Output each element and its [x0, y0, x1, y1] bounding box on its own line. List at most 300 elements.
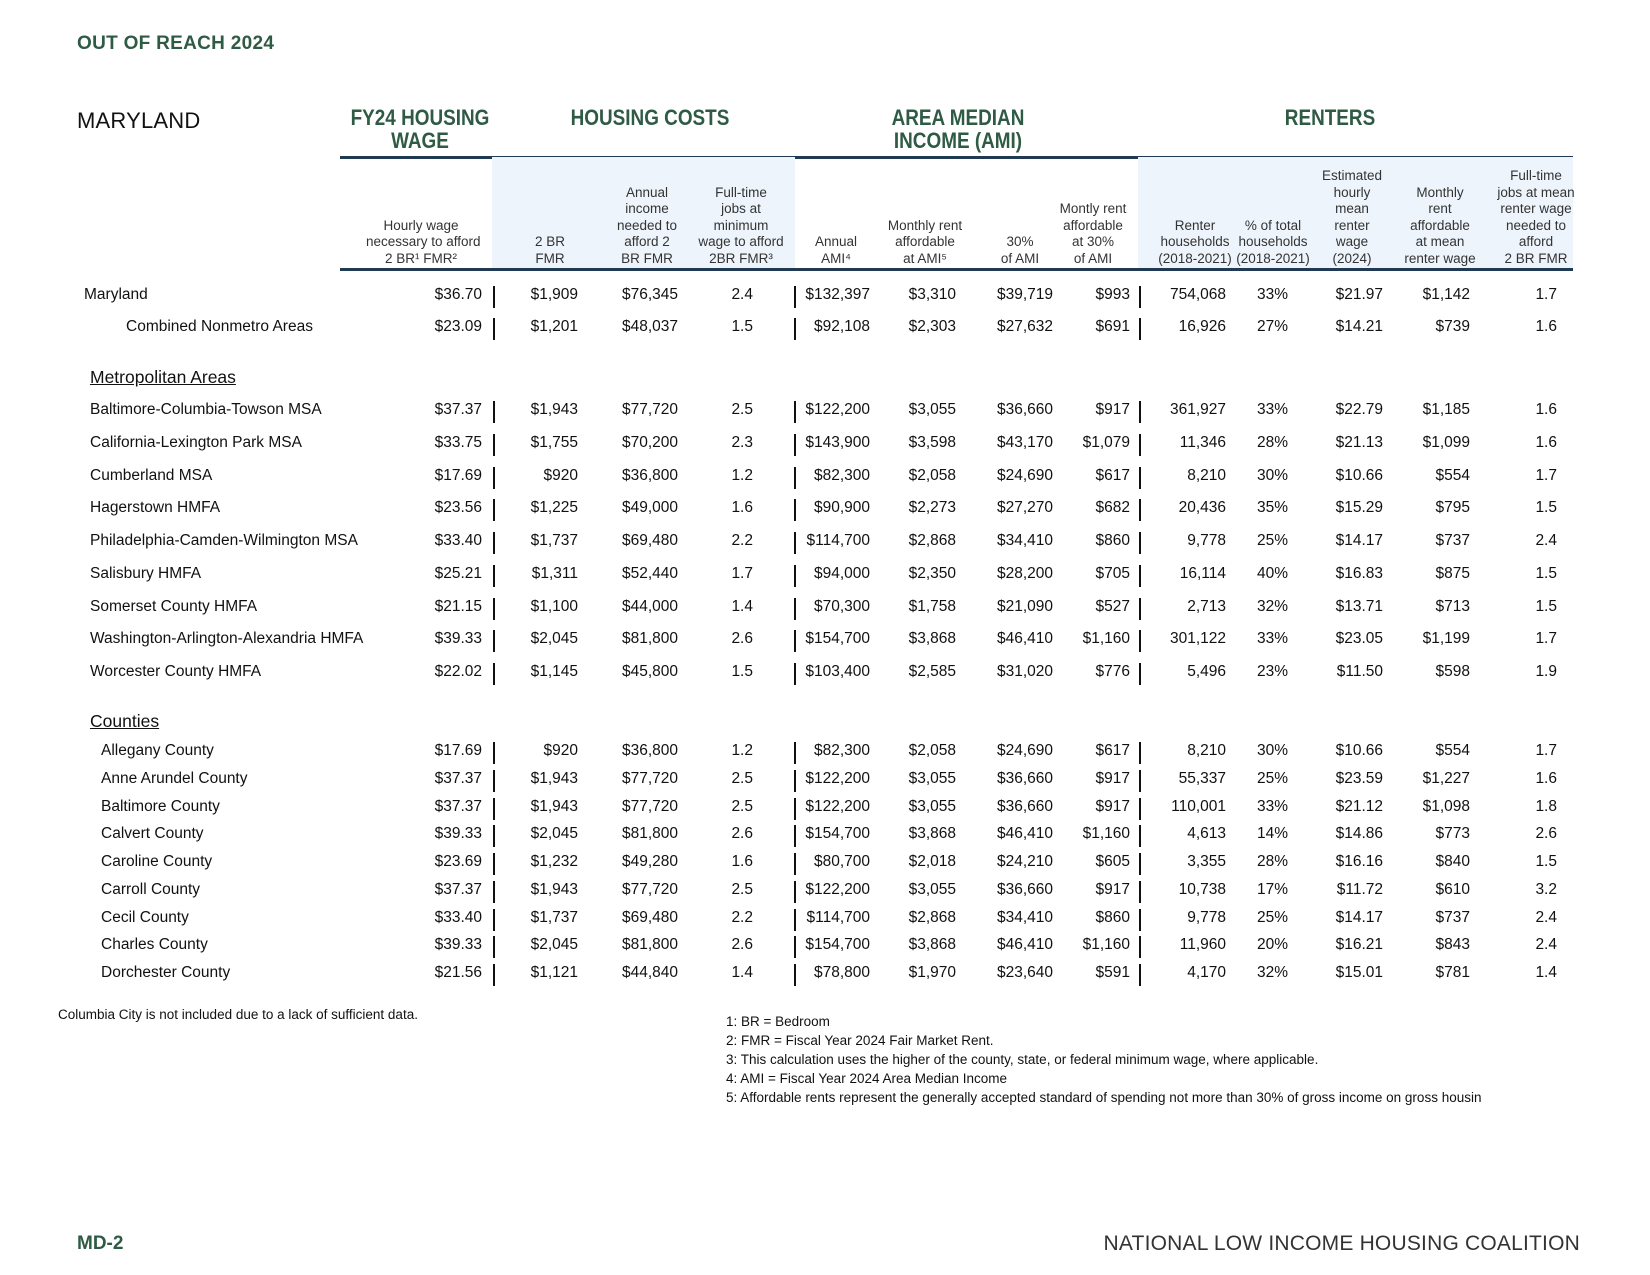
cell-value: 9,778 [1187, 532, 1226, 549]
column-header-line: needed to [1505, 217, 1567, 233]
cell-value: 1.5 [731, 663, 753, 680]
cell-value: 4,170 [1187, 964, 1226, 981]
footnote: 1: BR = Bedroom [726, 1014, 830, 1029]
cell-value: $154,700 [805, 936, 870, 953]
cell-value: 32% [1256, 598, 1288, 615]
cell-value: 25% [1256, 770, 1288, 787]
footnotes [726, 1012, 1481, 1107]
cell-value: $122,200 [805, 401, 870, 418]
column-header-line: Full-time [715, 184, 767, 200]
data-note: Columbia City is not included due to a lack of sufficient data. [58, 1007, 418, 1022]
organization-name: NATIONAL LOW INCOME HOUSING COALITION [1103, 1232, 1580, 1255]
column-header-line: Hourly wage [383, 217, 459, 233]
cell-value: $917 [1095, 401, 1130, 418]
cell-value: 25% [1256, 532, 1288, 549]
cell-value: $2,868 [908, 909, 956, 926]
column-header-line: minimum [713, 217, 769, 233]
cell-value: $94,000 [813, 565, 870, 582]
cell-value: $22.02 [434, 663, 482, 680]
cell-value: $1,737 [530, 909, 578, 926]
cell-value: 4,613 [1187, 825, 1226, 842]
cell-value: $33.75 [434, 434, 482, 451]
cell-value: 1.2 [731, 742, 753, 759]
cell-value: $48,037 [621, 318, 678, 335]
cell-value: $920 [543, 467, 578, 484]
group-housing-costs-label: HOUSING COSTS [570, 105, 730, 130]
cell-value: $739 [1435, 318, 1470, 335]
cell-value: 1.5 [731, 318, 753, 335]
cell-value: 361,927 [1169, 401, 1226, 418]
column-header-line: affordable [895, 234, 955, 249]
column-separator [493, 565, 495, 587]
cell-value: $17.69 [434, 467, 482, 484]
cell-value: $3,055 [908, 881, 956, 898]
cell-value: 2.4 [1535, 532, 1557, 549]
cell-value: 11,346 [1179, 434, 1226, 451]
group-housing-wage-line2: WAGE [391, 128, 449, 153]
cell-value: $122,200 [805, 770, 870, 787]
row-label: Washington-Arlington-Alexandria HMFA [90, 630, 364, 647]
cell-value: $114,700 [806, 532, 870, 549]
column-separator [1139, 598, 1141, 620]
table-row [0, 499, 1650, 523]
cell-value: 17% [1256, 881, 1288, 898]
cell-value: $37.37 [434, 798, 482, 815]
column-header-line: Renter [1174, 217, 1216, 233]
column-separator [794, 936, 796, 958]
column-separator [493, 434, 495, 456]
cell-value: $3,310 [908, 286, 956, 303]
cell-value: $1,185 [1422, 401, 1470, 418]
cell-value: 2.2 [731, 532, 753, 549]
cell-value: 1.5 [1535, 565, 1557, 582]
cell-value: 20% [1256, 936, 1288, 953]
column-header-line: renter [1334, 217, 1370, 233]
cell-value: $917 [1095, 881, 1130, 898]
cell-value: 1.9 [1535, 663, 1557, 680]
cell-value: $36,660 [996, 770, 1053, 787]
cell-value: $610 [1435, 881, 1470, 898]
column-header-line: Annual [625, 184, 669, 200]
row-label: California-Lexington Park MSA [90, 434, 302, 451]
state-name: MARYLAND [77, 108, 201, 133]
cell-value: 1.4 [731, 598, 753, 615]
cell-value: $24,690 [996, 467, 1053, 484]
cell-value: $23.05 [1335, 630, 1383, 647]
cell-value: 1.6 [1535, 318, 1557, 335]
column-separator [1139, 663, 1141, 685]
cell-value: $993 [1095, 286, 1130, 303]
column-separator [794, 663, 796, 685]
column-separator [1139, 881, 1141, 903]
cell-value: $36,660 [996, 881, 1053, 898]
cell-value: $44,000 [621, 598, 678, 615]
column-header [686, 185, 796, 268]
row-label: Calvert County [101, 825, 204, 842]
row-label: Worcester County HMFA [90, 663, 262, 680]
cell-value: 1.5 [1535, 853, 1557, 870]
cell-value: $82,300 [813, 467, 870, 484]
row-label: Charles County [101, 936, 208, 953]
cell-value: $39.33 [434, 825, 482, 842]
cell-value: $2,045 [530, 630, 578, 647]
cell-value: $154,700 [805, 825, 870, 842]
cell-value: 35% [1256, 499, 1288, 516]
cell-value: $77,720 [621, 401, 678, 418]
cell-value: $39.33 [434, 936, 482, 953]
cell-value: $154,700 [805, 630, 870, 647]
cell-value: 1.6 [731, 853, 753, 870]
cell-value: $76,345 [621, 286, 678, 303]
cell-value: $1,160 [1082, 936, 1130, 953]
column-header-line: Monthly rent [887, 217, 963, 233]
cell-value: 1.2 [731, 467, 753, 484]
group-housing-wage-line1: FY24 HOUSING [350, 105, 490, 130]
cell-value: $77,720 [621, 881, 678, 898]
cell-value: 2.3 [731, 434, 753, 451]
column-header-line: (2024) [1332, 250, 1372, 266]
cell-value: $81,800 [621, 825, 678, 842]
cell-value: $52,440 [621, 565, 678, 582]
cell-value: $1,121 [530, 964, 578, 981]
column-header-line: at AMI⁵ [903, 250, 947, 266]
column-separator [794, 909, 796, 931]
cell-value: $21.12 [1335, 798, 1383, 815]
cell-value: 2.5 [731, 798, 753, 815]
column-separator [794, 798, 796, 820]
cell-value: $81,800 [621, 936, 678, 953]
cell-value: $70,300 [813, 598, 870, 615]
column-header-line: jobs at [721, 201, 761, 216]
cell-value: 9,778 [1187, 909, 1226, 926]
cell-value: $1,232 [530, 853, 578, 870]
cell-value: $34,410 [996, 532, 1053, 549]
column-header-line: 30% [1006, 234, 1034, 249]
footnote: 5: Affordable rents represent the generally accepted standard of spending not more than 30% of gross income on gross housin [726, 1090, 1482, 1105]
column-separator [493, 798, 495, 820]
column-separator [794, 532, 796, 554]
column-separator [493, 936, 495, 958]
cell-value: $14.17 [1335, 909, 1383, 926]
group-housing-wage [343, 106, 498, 152]
cell-value: $39.33 [434, 630, 482, 647]
cell-value: $43,170 [996, 434, 1053, 451]
cell-value: $917 [1095, 770, 1130, 787]
cell-value: $1,199 [1422, 630, 1470, 647]
column-separator [794, 881, 796, 903]
table-row [0, 742, 1650, 766]
cell-value: $49,000 [621, 499, 678, 516]
row-label: Somerset County HMFA [90, 598, 258, 615]
column-separator [1139, 798, 1141, 820]
cell-value: $1,099 [1422, 434, 1470, 451]
cell-value: 2.6 [731, 630, 753, 647]
cell-value: $37.37 [434, 770, 482, 787]
column-header-line: at mean [1415, 234, 1465, 249]
column-header-line: necessary to afford [366, 234, 481, 249]
table-row [0, 598, 1650, 622]
cell-value: $46,410 [996, 630, 1053, 647]
cell-value: 20,436 [1178, 499, 1226, 516]
cell-value: $598 [1435, 663, 1470, 680]
cell-value: 1.6 [1535, 401, 1557, 418]
column-separator [493, 964, 495, 986]
cell-value: $23.59 [1335, 770, 1383, 787]
cell-value: $15.29 [1335, 499, 1383, 516]
column-header-line: jobs at mean [1497, 184, 1575, 200]
group-renters-label: RENTERS [1284, 105, 1376, 130]
table-row [0, 532, 1650, 556]
cell-value: 25% [1256, 909, 1288, 926]
cell-value: 1.8 [1535, 798, 1557, 815]
cell-value: $36.70 [434, 286, 482, 303]
column-separator [1139, 770, 1141, 792]
column-header-line: households [1160, 234, 1230, 249]
cell-value: $3,598 [908, 434, 956, 451]
group-ami-line1: AREA MEDIAN [891, 105, 1025, 130]
cell-value: $1,909 [530, 286, 578, 303]
cell-value: $77,720 [621, 798, 678, 815]
column-header-line: affordable [1063, 217, 1123, 233]
cell-value: 27% [1256, 318, 1288, 335]
cell-value: $15.01 [1335, 964, 1383, 981]
cell-value: 33% [1256, 401, 1288, 418]
column-header-line: (2018-2021) [1158, 250, 1232, 266]
cell-value: $3,868 [908, 936, 956, 953]
column-separator [493, 742, 495, 764]
cell-value: $2,868 [908, 532, 956, 549]
cell-value: $10.66 [1335, 742, 1383, 759]
column-separator [1139, 286, 1141, 308]
cell-value: $122,200 [805, 798, 870, 815]
cell-value: $69,480 [621, 532, 678, 549]
cell-value: $2,018 [908, 853, 956, 870]
column-separator [794, 499, 796, 521]
row-label: Caroline County [101, 853, 213, 870]
cell-value: 2.5 [731, 881, 753, 898]
cell-value: $840 [1435, 853, 1470, 870]
cell-value: $143,900 [805, 434, 870, 451]
row-label: Salisbury HMFA [90, 565, 202, 582]
cell-value: $1,758 [908, 598, 956, 615]
table-row [0, 825, 1650, 849]
column-header-line: hourly [1333, 184, 1371, 200]
column-separator [794, 434, 796, 456]
cell-value: $3,868 [908, 825, 956, 842]
cell-value: 40% [1256, 565, 1288, 582]
cell-value: $34,410 [996, 909, 1053, 926]
column-separator [493, 770, 495, 792]
column-separator [493, 630, 495, 652]
column-header-line: AMI⁴ [821, 250, 851, 266]
cell-value: 8,210 [1187, 467, 1226, 484]
column-separator [1139, 630, 1141, 652]
cell-value: $1,225 [530, 499, 578, 516]
column-header [1385, 185, 1495, 268]
column-separator [1139, 499, 1141, 521]
column-header-line: income [625, 201, 669, 216]
column-header-line: afford 2 [624, 234, 670, 249]
cell-value: $617 [1095, 742, 1130, 759]
column-header-line: of AMI [1073, 250, 1113, 266]
column-header [366, 217, 481, 268]
column-separator [1139, 318, 1141, 340]
column-header-line: renter wage [1404, 250, 1476, 266]
cell-value: 1.6 [1535, 434, 1557, 451]
column-separator [794, 318, 796, 340]
cell-value: $37.37 [434, 881, 482, 898]
cell-value: $1,943 [530, 401, 578, 418]
row-label: Cecil County [101, 909, 189, 926]
row-label: Dorchester County [101, 964, 231, 981]
column-header-line: Annual [814, 234, 858, 249]
cell-value: $554 [1435, 742, 1470, 759]
cell-value: 1.7 [1535, 286, 1557, 303]
group-ami [872, 106, 1044, 152]
column-header-line: Monthly [1416, 184, 1464, 200]
cell-value: $1,142 [1422, 286, 1470, 303]
cell-value: $691 [1095, 318, 1130, 335]
table-row [0, 964, 1650, 988]
column-separator [794, 565, 796, 587]
cell-value: $23.09 [434, 318, 482, 335]
cell-value: 1.6 [731, 499, 753, 516]
cell-value: 2.4 [1535, 909, 1557, 926]
cell-value: $21.97 [1335, 286, 1383, 303]
cell-value: $49,280 [621, 853, 678, 870]
cell-value: $11.72 [1336, 881, 1383, 898]
cell-value: $33.40 [434, 532, 482, 549]
cell-value: $843 [1435, 936, 1470, 953]
cell-value: 16,926 [1178, 318, 1226, 335]
cell-value: $3,055 [908, 798, 956, 815]
column-header-line: 2 BR [534, 234, 565, 249]
cell-value: 1.7 [1535, 742, 1557, 759]
cell-value: $1,160 [1082, 630, 1130, 647]
footnote: 3: This calculation uses the higher of the county, state, or federal minimum wage, where applicable. [726, 1052, 1319, 1067]
cell-value: 1.4 [731, 964, 753, 981]
column-separator [493, 401, 495, 423]
cell-value: $36,800 [621, 467, 678, 484]
column-separator [493, 853, 495, 875]
cell-value: $1,227 [1422, 770, 1470, 787]
footnote: 4: AMI = Fiscal Year 2024 Area Median Income [726, 1071, 1008, 1086]
table-row [0, 798, 1650, 822]
cell-value: 2.5 [731, 401, 753, 418]
cell-value: $1,943 [530, 770, 578, 787]
report-title: OUT OF REACH 2024 [77, 33, 275, 54]
cell-value: 30% [1256, 467, 1288, 484]
table-row [0, 434, 1650, 458]
column-header-line: households [1238, 234, 1308, 249]
column-header [1038, 201, 1148, 267]
cell-value: $23.56 [434, 499, 482, 516]
cell-value: $44,840 [621, 964, 678, 981]
cell-value: $617 [1095, 467, 1130, 484]
cell-value: $2,045 [530, 936, 578, 953]
cell-value: 2.6 [731, 825, 753, 842]
cell-value: $1,970 [908, 964, 956, 981]
column-header-line: rent [1428, 201, 1452, 216]
cell-value: 2.4 [731, 286, 753, 303]
cell-value: 1.5 [1535, 499, 1557, 516]
table-row [0, 565, 1650, 589]
column-separator [1139, 964, 1141, 986]
cell-value: $781 [1435, 964, 1470, 981]
section-heading-counties: Counties [90, 711, 160, 731]
column-header-line: renter wage [1500, 201, 1572, 216]
cell-value: 2.6 [731, 936, 753, 953]
cell-value: $122,200 [805, 881, 870, 898]
cell-value: $860 [1095, 532, 1130, 549]
row-label: Philadelphia-Camden-Wilmington MSA [90, 532, 358, 549]
cell-value: $1,160 [1082, 825, 1130, 842]
column-separator [1139, 853, 1141, 875]
column-separator [1139, 565, 1141, 587]
cell-value: $917 [1095, 798, 1130, 815]
cell-value: $3,055 [908, 770, 956, 787]
cell-value: $36,660 [996, 798, 1053, 815]
cell-value: 3,355 [1187, 853, 1226, 870]
column-separator [1139, 909, 1141, 931]
cell-value: $21.56 [434, 964, 482, 981]
cell-value: $10.66 [1335, 467, 1383, 484]
cell-value: $82,300 [813, 742, 870, 759]
cell-value: $554 [1435, 467, 1470, 484]
cell-value: $21,090 [996, 598, 1053, 615]
table-row [0, 286, 1650, 310]
cell-value: $776 [1095, 663, 1130, 680]
table-row [0, 881, 1650, 905]
cell-value: $103,400 [805, 663, 870, 680]
page-number: MD-2 [77, 1233, 124, 1254]
column-header-line: of AMI [1000, 250, 1040, 266]
cell-value: $81,800 [621, 630, 678, 647]
cell-value: $37.37 [434, 401, 482, 418]
column-header [495, 234, 605, 267]
column-header-line: Montly rent [1059, 201, 1127, 216]
column-separator [794, 853, 796, 875]
cell-value: $36,660 [996, 401, 1053, 418]
column-separator [493, 532, 495, 554]
cell-value: 754,068 [1169, 286, 1226, 303]
row-label: Maryland [84, 286, 148, 303]
cell-value: $22.79 [1335, 401, 1383, 418]
cell-value: $737 [1435, 532, 1470, 549]
cell-value: $1,100 [530, 598, 578, 615]
cell-value: $1,311 [531, 565, 578, 582]
column-separator [794, 286, 796, 308]
cell-value: 2.2 [731, 909, 753, 926]
cell-value: $13.71 [1335, 598, 1383, 615]
cell-value: $28,200 [996, 565, 1053, 582]
cell-value: $31,020 [996, 663, 1053, 680]
column-separator [493, 286, 495, 308]
cell-value: $23,640 [996, 964, 1053, 981]
cell-value: $16.16 [1335, 853, 1383, 870]
column-separator [1139, 936, 1141, 958]
cell-value: $737 [1435, 909, 1470, 926]
cell-value: $27,270 [996, 499, 1053, 516]
column-header-line: at 30% [1071, 234, 1115, 249]
cell-value: $14.17 [1335, 532, 1383, 549]
cell-value: $16.21 [1335, 936, 1383, 953]
group-housing-costs [555, 106, 744, 129]
cell-value: $1,201 [530, 318, 578, 335]
table-row [0, 467, 1650, 491]
cell-value: 55,337 [1178, 770, 1226, 787]
cell-value: $2,058 [908, 742, 956, 759]
